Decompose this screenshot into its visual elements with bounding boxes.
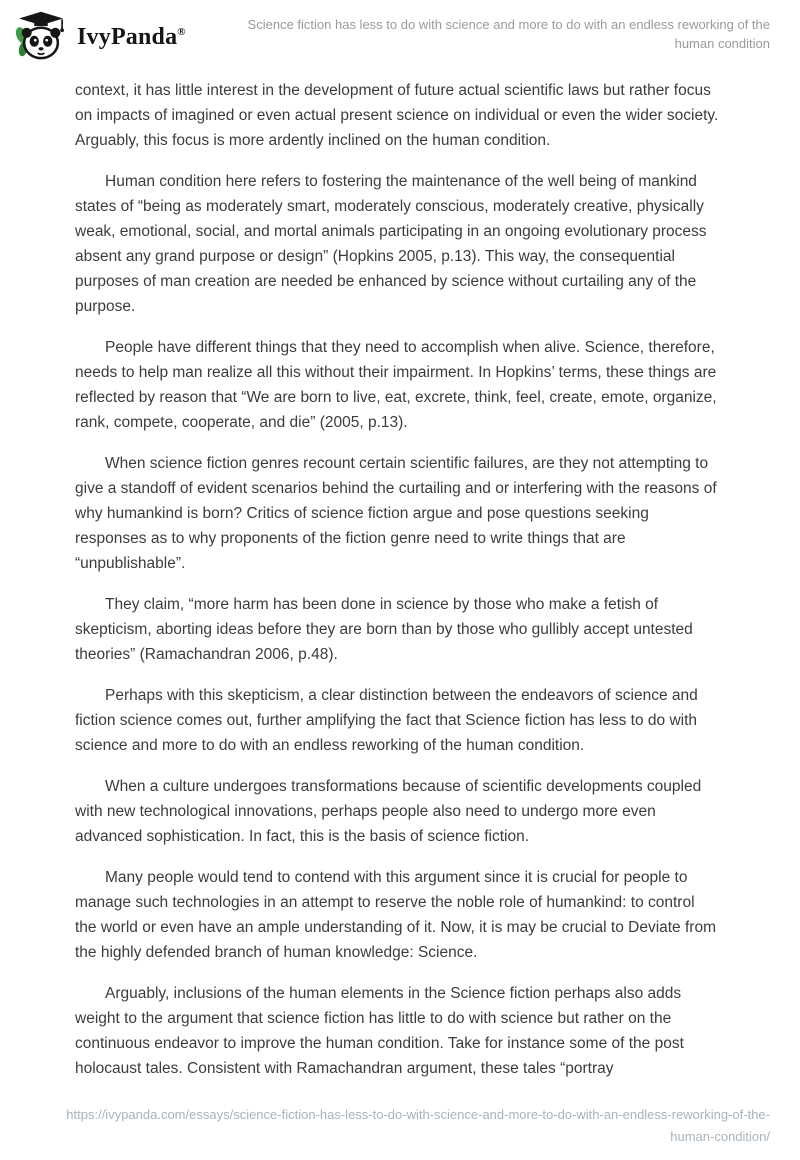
page-header <box>0 0 800 68</box>
registered-trademark: ® <box>177 25 186 38</box>
footer-source-url: https://ivypanda.com/essays/science-fiction-has-less-to-do-with-science-and-more-to-do-with-an-endless-reworking-of-the-human-condition/ <box>66 1107 770 1144</box>
brand-name <box>77 24 186 51</box>
essay-body <box>0 68 800 1081</box>
ivypanda-panda-logo-icon <box>14 10 68 64</box>
brand-name-text: IvyPanda <box>77 23 178 50</box>
essay-paragraph: People have different things that they need to accomplish when alive. Science, therefore, needs to help man realize all this without their impairment. In Hopkins’ terms, these things are reflected by reason that “We are born to live, eat, excrete, think, feel, create, emote, organize, rank, compete, cooperate, and die” (2005, p.13). <box>75 339 717 431</box>
essay-paragraph: Human condition here refers to fostering the maintenance of the well being of mankind states of “being as moderately smart, moderately conscious, moderately creative, physically weak, emotional, social, and mortal animals participating in an ongoing evolutionary process absent any grand purpose or design” (Hopkins 2005, p.13). This way, the consequential purposes of man creation are needed be enhanced by science without curtailing any of the purpose. <box>75 173 707 315</box>
essay-paragraph: Many people would tend to contend with this argument since it is crucial for people to manage such technologies in an attempt to reserve the noble role of humankind: to control the world or even have an ample understanding of it. Now, it is may be crucial to Deviate from the highly defended branch of human knowledge: Science. <box>75 869 716 961</box>
header-essay-title: Science fiction has less to do with science and more to do with an endless reworking of the human condition <box>247 17 770 51</box>
brand-logo <box>14 8 186 64</box>
essay-paragraph: When science fiction genres recount certain scientific failures, are they not attempting to give a standoff of evident scenarios behind the curtailing and or interfering with the reasons of why humankind is born? Critics of science fiction argue and pose questions seeking responses as to why proponents of the fiction genre need to write things that are “unpublishable”. <box>75 455 717 572</box>
essay-paragraph: Arguably, inclusions of the human elements in the Science fiction perhaps also adds weight to the argument that science fiction has little to do with science but rather on the continuous endeavor to improve the human condition. Take for instance some of the post holocaust tales. Consistent with Ramachandran argument, these tales “portray <box>75 985 684 1077</box>
essay-paragraph: Perhaps with this skepticism, a clear distinction between the endeavors of science and fiction science comes out, further amplifying the fact that Science fiction has less to do with science and more to do with an endless reworking of the human condition. <box>75 687 698 754</box>
essay-paragraph: They claim, “more harm has been done in science by those who make a fetish of skepticism, aborting ideas before they are born than by those who gullibly accept untested theories” (Ramachandran 2006, p.48). <box>75 596 693 663</box>
essay-paragraph: context, it has little interest in the development of future actual scientific laws but rather focus on impacts of imagined or even actual present science on individual or even the wider society. Arguably, this focus is more ardently inclined on the human condition. <box>75 82 719 149</box>
essay-paragraph: When a culture undergoes transformations because of scientific developments coupled with new technological innovations, perhaps people also need to undergo more even advanced sophistication. In fact, this is the basis of science fiction. <box>75 778 702 845</box>
